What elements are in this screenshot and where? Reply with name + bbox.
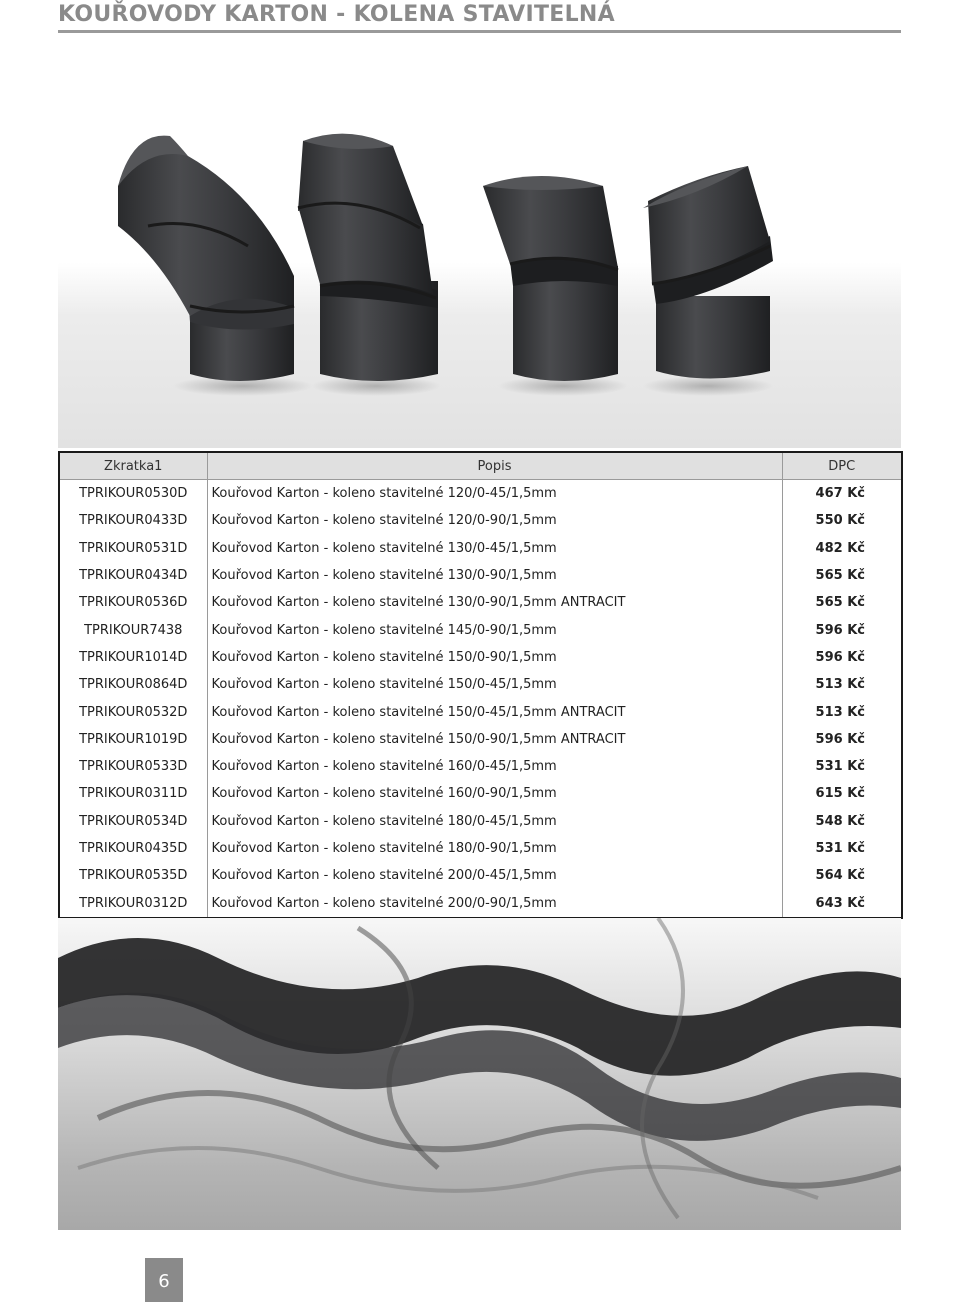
product-description-cell: Kouřovod Karton - koleno stavitelné 120/0-90/1,5mm (207, 507, 782, 534)
product-code-cell: TPRIKOUR0531D (59, 535, 207, 562)
table-row (59, 889, 902, 917)
product-description-cell: Kouřovod Karton - koleno stavitelné 150/0-90/1,5mm ANTRACIT (207, 726, 782, 753)
product-price-cell: 564 Kč (815, 868, 865, 884)
smoke-illustration (58, 918, 901, 1230)
column-header-code: Zkratka1 (59, 452, 207, 480)
product-price-cell: 467 Kč (815, 486, 865, 502)
elbow-3 (483, 176, 618, 381)
product-price-cell: 565 Kč (815, 568, 865, 584)
table-row (59, 480, 902, 508)
product-code-cell: TPRIKOUR1019D (59, 726, 207, 753)
product-description-cell: Kouřovod Karton - koleno stavitelné 145/0-90/1,5mm (207, 616, 782, 643)
page-number: 6 (145, 1258, 183, 1302)
product-price-cell: 596 Kč (815, 649, 865, 665)
product-description-cell: Kouřovod Karton - koleno stavitelné 200/0-45/1,5mm (207, 862, 782, 889)
product-photo (58, 36, 901, 448)
product-code-cell: TPRIKOUR0533D (59, 753, 207, 780)
elbow-2 (298, 134, 438, 381)
elbow-shadow (643, 376, 773, 396)
product-price-cell: 550 Kč (815, 513, 865, 529)
product-description-cell: Kouřovod Karton - koleno stavitelné 150/0-45/1,5mm ANTRACIT (207, 698, 782, 725)
product-description-cell: Kouřovod Karton - koleno stavitelné 180/0-45/1,5mm (207, 808, 782, 835)
product-code-cell: TPRIKOUR0434D (59, 562, 207, 589)
table-row (59, 507, 902, 534)
product-description-cell: Kouřovod Karton - koleno stavitelné 180/0-90/1,5mm (207, 835, 782, 862)
product-price-cell: 513 Kč (815, 704, 865, 720)
product-price-cell: 531 Kč (815, 841, 865, 856)
product-description-cell: Kouřovod Karton - koleno stavitelné 120/0-45/1,5mm (207, 480, 782, 508)
product-code-cell: TPRIKOUR0864D (59, 671, 207, 698)
product-price-cell: 596 Kč (815, 622, 865, 638)
product-code-cell: TPRIKOUR1014D (59, 644, 207, 671)
product-price-cell: 548 Kč (815, 813, 865, 829)
product-code-cell: TPRIKOUR0312D (59, 889, 207, 917)
table-row (59, 780, 902, 807)
table-row (59, 862, 902, 889)
product-code-cell: TPRIKOUR0311D (59, 780, 207, 807)
product-code-cell: TPRIKOUR7438 (59, 616, 207, 643)
table-row (59, 835, 902, 862)
product-description-cell: Kouřovod Karton - koleno stavitelné 130/0-90/1,5mm (207, 562, 782, 589)
page-title: KOUŘOVODY KARTON - KOLENA STAVITELNÁ (58, 2, 615, 27)
elbow-1 (118, 136, 294, 381)
table-row (59, 562, 902, 589)
table-header-row (59, 452, 902, 480)
product-price-cell: 596 Kč (815, 731, 865, 747)
column-header-price: DPC (782, 452, 902, 480)
table-row (59, 644, 902, 671)
product-description-cell: Kouřovod Karton - koleno stavitelné 160/0-90/1,5mm (207, 780, 782, 807)
product-code-cell: TPRIKOUR0534D (59, 808, 207, 835)
product-description-cell: Kouřovod Karton - koleno stavitelné 150/0-90/1,5mm (207, 644, 782, 671)
product-price-cell: 565 Kč (815, 595, 865, 611)
product-code-cell: TPRIKOUR0536D (59, 589, 207, 616)
product-price-cell: 643 Kč (815, 895, 865, 911)
price-table (58, 451, 903, 919)
product-description-cell: Kouřovod Karton - koleno stavitelné 200/0-90/1,5mm (207, 889, 782, 917)
table-row (59, 671, 902, 698)
product-price-cell: 615 Kč (815, 786, 865, 802)
column-header-description: Popis (207, 452, 782, 480)
table-row (59, 808, 902, 835)
product-code-cell: TPRIKOUR0532D (59, 698, 207, 725)
product-price-cell: 513 Kč (815, 677, 865, 693)
product-description-cell: Kouřovod Karton - koleno stavitelné 130/0-90/1,5mm ANTRACIT (207, 589, 782, 616)
product-code-cell: TPRIKOUR0433D (59, 507, 207, 534)
table-row (59, 726, 902, 753)
elbow-4 (643, 166, 773, 379)
product-description-cell: Kouřovod Karton - koleno stavitelné 130/0-45/1,5mm (207, 535, 782, 562)
product-description-cell: Kouřovod Karton - koleno stavitelné 160/0-45/1,5mm (207, 753, 782, 780)
chimney-elbows-illustration (58, 36, 901, 448)
product-code-cell: TPRIKOUR0535D (59, 862, 207, 889)
table-row (59, 698, 902, 725)
header-rule (58, 30, 901, 33)
table-row (59, 753, 902, 780)
product-code-cell: TPRIKOUR0435D (59, 835, 207, 862)
product-description-cell: Kouřovod Karton - koleno stavitelné 150/0-45/1,5mm (207, 671, 782, 698)
table-row (59, 616, 902, 643)
smoke-background-image (58, 918, 901, 1230)
product-price-cell: 531 Kč (815, 759, 865, 775)
product-code-cell: TPRIKOUR0530D (59, 480, 207, 508)
table-row (59, 589, 902, 616)
table-row (59, 535, 902, 562)
product-price-cell: 482 Kč (815, 540, 865, 556)
